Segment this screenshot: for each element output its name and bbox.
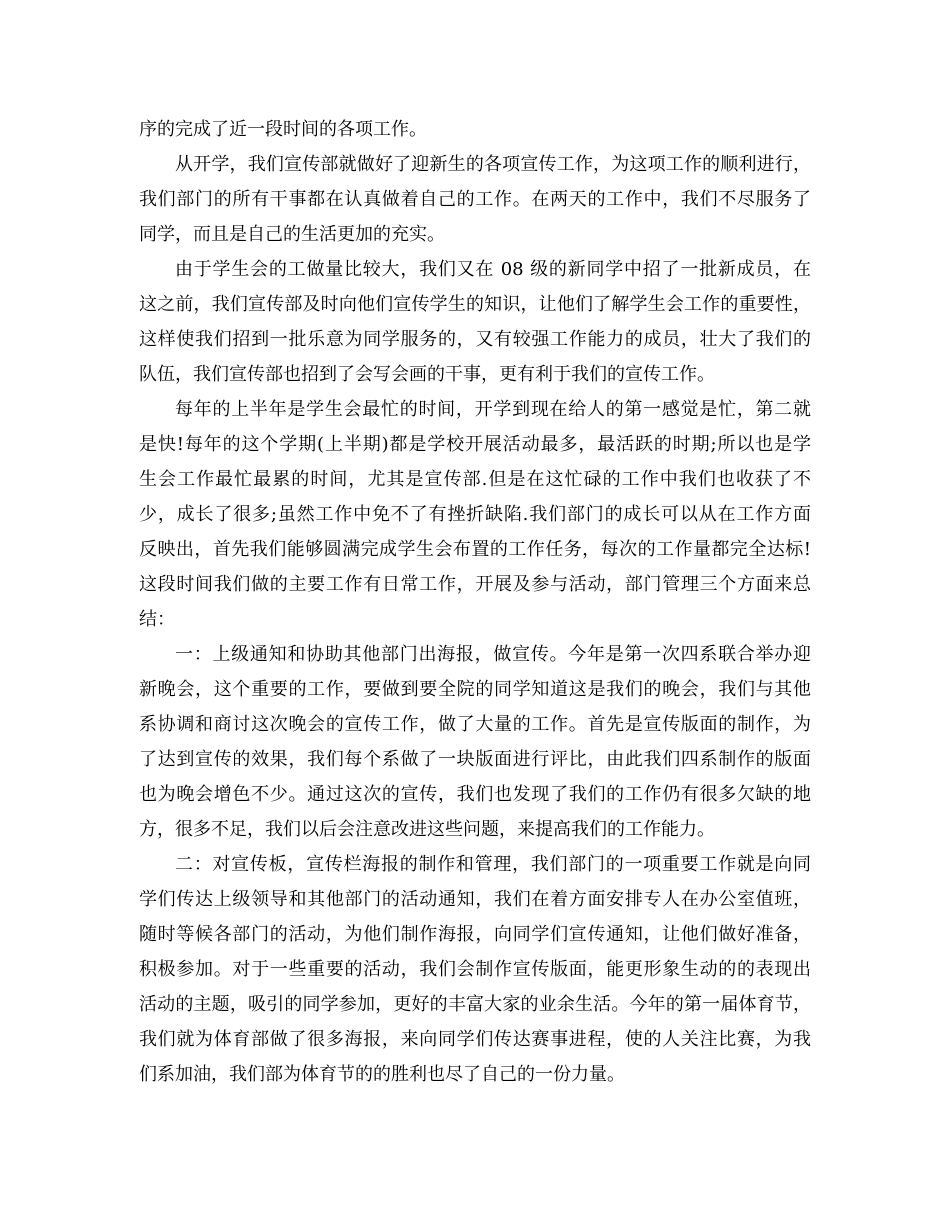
- document-body: [139, 112, 811, 1092]
- text-line: 学们传达上级领导和其他部门的活动通知，我们在着方面安排专人在办公室值班，: [139, 889, 811, 910]
- text-line: 系协调和商讨这次晚会的宣传工作，做了大量的工作。首先是宣传版面的制作，为: [139, 714, 811, 735]
- text-line: 们系加油，我们部为体育节的的胜利也尽了自己的一份力量。: [139, 1064, 625, 1085]
- text-line: 这段时间我们做的主要工作有日常工作，开展及参与活动，部门管理三个方面来总: [139, 574, 811, 595]
- text-line: 队伍，我们宣传部也招到了会写会画的干事，更有利于我们的宣传工作。: [139, 364, 715, 385]
- paragraph-first-line: 由于学生会的工做量比较大，我们又在 08 级的新同学中招了一批新成员，在: [175, 259, 811, 280]
- text-line: 了达到宣传的效果，我们每个系做了一块版面进行评比，由此我们四系制作的版面: [139, 749, 811, 770]
- paragraph-first-line: 一：上级通知和协助其他部门出海报，做宣传。今年是第一次四系联合举办迎: [175, 644, 811, 665]
- text-line: 这样使我们招到一批乐意为同学服务的，又有较强工作能力的成员，壮大了我们的: [139, 329, 811, 350]
- paragraph-first-line: 每年的上半年是学生会最忙的时间，开学到现在给人的第一感觉是忙，第二就: [175, 399, 811, 420]
- text-line: 我们就为体育部做了很多海报，来向同学们传达赛事进程，使的人关注比赛，为我: [139, 1029, 811, 1050]
- text-line: 是快!每年的这个学期(上半期)都是学校开展活动最多，最活跃的时期;所以也是学: [139, 434, 811, 455]
- text-line: 随时等候各部门的活动，为他们制作海报，向同学们宣传通知，让他们做好准备，: [139, 924, 811, 945]
- text-line: 生会工作最忙最累的时间，尤其是宣传部.但是在这忙碌的工作中我们也收获了不: [139, 469, 811, 490]
- paragraph-first-line: 二：对宣传板，宣传栏海报的制作和管理，我们部门的一项重要工作就是向同: [175, 854, 811, 875]
- text-line: 活动的主题，吸引的同学参加，更好的丰富大家的业余生活。今年的第一届体育节，: [139, 994, 811, 1015]
- text-line: 我们部门的所有干事都在认真做着自己的工作。在两天的工作中，我们不尽服务了: [139, 189, 811, 210]
- paragraph-first-line: 从开学，我们宣传部就做好了迎新生的各项宣传工作，为这项工作的顺利进行，: [175, 154, 811, 175]
- text-line: 序的完成了近一段时间的各项工作。: [139, 119, 427, 140]
- text-line: 也为晚会增色不少。通过这次的宣传，我们也发现了我们的工作仍有很多欠缺的地: [139, 784, 811, 805]
- text-line: 方，很多不足，我们以后会注意改进这些问题，来提高我们的工作能力。: [139, 819, 715, 840]
- text-line: 新晚会，这个重要的工作，要做到要全院的同学知道这是我们的晚会，我们与其他: [139, 679, 811, 700]
- text-line: 少，成长了很多;虽然工作中免不了有挫折缺陷.我们部门的成长可以从在工作方面: [139, 504, 811, 525]
- text-line: 这之前，我们宣传部及时向他们宣传学生的知识，让他们了解学生会工作的重要性，: [139, 294, 811, 315]
- text-line: 反映出，首先我们能够圆满完成学生会布置的工作任务，每次的工作量都完全达标!: [139, 539, 811, 560]
- text-line: 积极参加。对于一些重要的活动，我们会制作宣传版面，能更形象生动的的表现出: [139, 959, 811, 980]
- text-line: 结：: [139, 609, 175, 630]
- text-line: 同学，而且是自己的生活更加的充实。: [139, 224, 445, 245]
